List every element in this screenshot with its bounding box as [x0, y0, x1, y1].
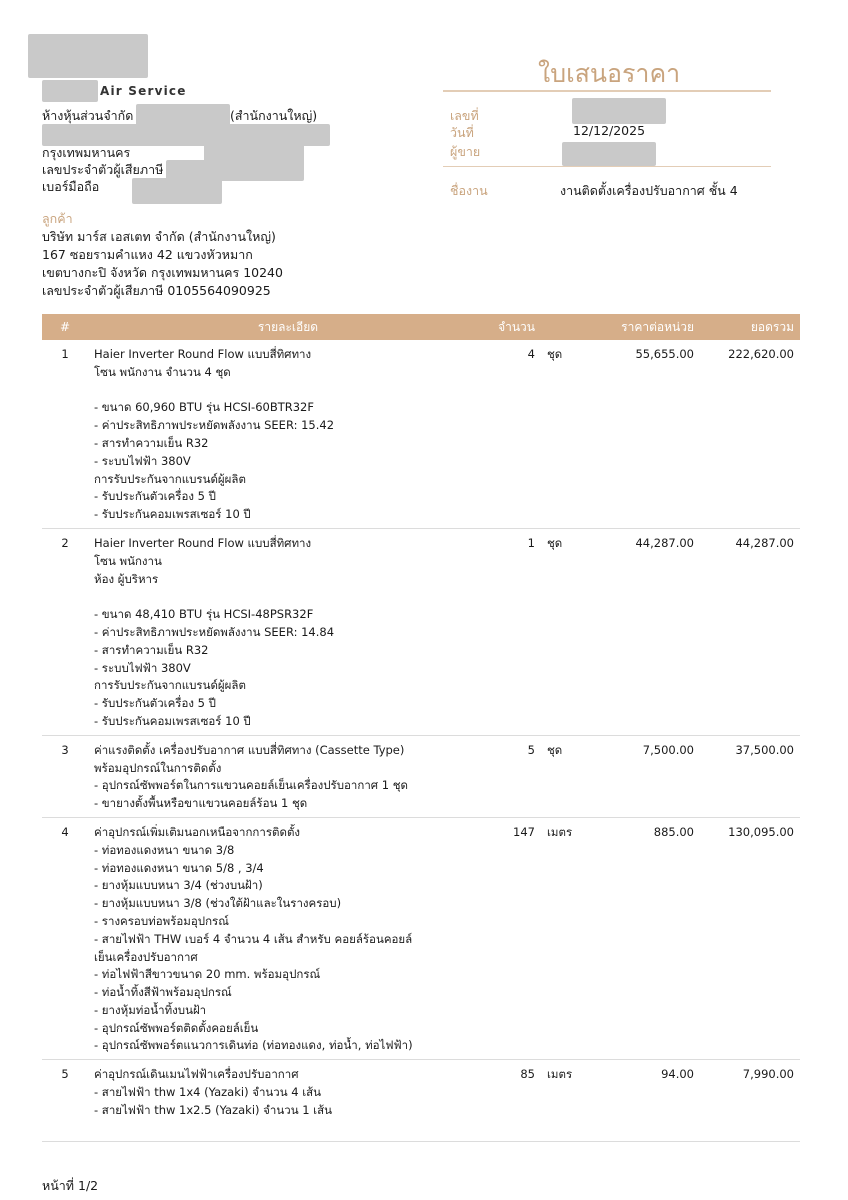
- redacted-brand-prefix: [42, 80, 98, 102]
- doc-date-label: วันที่: [450, 125, 474, 140]
- description-line: - ยางหุ้มท่อน้ำทิ้งบนฝ้า: [94, 1002, 207, 1017]
- items-table: [42, 314, 800, 1142]
- description-line: - อุปกรณ์ซัพพอร์ตแนวการเดินท่อ (ท่อทองแดง, ท่อน้ำ, ท่อไฟฟ้า): [94, 1038, 413, 1053]
- description-line: ค่าอุปกรณ์เพิ่มเติมนอกเหนือจากการติดตั้ง: [94, 824, 301, 839]
- description-line: การรับประกันจากแบรนด์ผู้ผลิต: [94, 471, 246, 486]
- row-description: [88, 340, 488, 528]
- col-header-unit: [541, 314, 599, 340]
- row-unit-price: 55,655.00: [599, 340, 700, 528]
- description-line: - รับประกันคอมเพรสเซอร์ 10 ปี: [94, 507, 251, 522]
- title-divider: [443, 90, 771, 92]
- description-line: - ยางหุ้มแบบหนา 3/4 (ช่วงบนฝ้า): [94, 878, 263, 893]
- row-unit: เมตร: [541, 1060, 599, 1142]
- description-line: - ท่อไฟฟ้าสีขาวขนาด 20 mm. พร้อมอุปกรณ์: [94, 967, 321, 982]
- table-row: [42, 817, 800, 1059]
- col-header-unit-price: ราคาต่อหน่วย: [599, 314, 700, 340]
- redacted-company-name: [136, 104, 230, 126]
- company-tax-label: เลขประจำตัวผู้เสียภาษี: [42, 162, 164, 177]
- description-line: [94, 1120, 482, 1138]
- project-value: งานติดตั้งเครื่องปรับอากาศ ชั้น 4: [560, 183, 738, 198]
- description-line: - อุปกรณ์ซัพพอร์ตในการแขวนคอยล์เย็นเครื่องปรับอากาศ 1 ชุด: [94, 778, 409, 793]
- doc-number-label: เลขที่: [450, 108, 479, 123]
- description-line: [94, 588, 482, 606]
- company-name-line: [42, 107, 318, 125]
- row-quantity: 85: [488, 1060, 541, 1142]
- col-header-total: ยอดรวม: [700, 314, 800, 340]
- customer-line: 167 ซอยรามคำแหง 42 แขวงหัวหมาก: [42, 247, 253, 262]
- company-name-prefix: ห้างหุ้นส่วนจำกัด: [42, 108, 134, 123]
- row-unit-price: 94.00: [599, 1060, 700, 1142]
- redacted-logo: [28, 34, 148, 78]
- table-header-row: [42, 314, 800, 340]
- customer-line: เขตบางกะปิ จังหวัด กรุงเทพมหานคร 10240: [42, 265, 283, 280]
- description-line: - สายไฟฟ้า thw 1x2.5 (Yazaki) จำนวน 1 เส้น: [94, 1102, 332, 1117]
- row-total: 44,287.00: [700, 528, 800, 735]
- row-unit: ชุด: [541, 735, 599, 817]
- document-title: ใบเสนอราคา: [538, 59, 681, 88]
- description-line: - รับประกันตัวเครื่อง 5 ปี: [94, 696, 216, 711]
- customer-line: เลขประจำตัวผู้เสียภาษี 0105564090925: [42, 283, 271, 298]
- col-header-index: #: [42, 314, 88, 340]
- description-line: - ค่าประสิทธิภาพประหยัดพลังงาน SEER: 15.42: [94, 418, 335, 433]
- description-line: - รับประกันตัวเครื่อง 5 ปี: [94, 489, 216, 504]
- row-total: 37,500.00: [700, 735, 800, 817]
- description-line: - รางครอบท่อพร้อมอุปกรณ์: [94, 913, 229, 928]
- description-line: - ขายางตั้งพื้นหรือขาแขวนคอยล์ร้อน 1 ชุด: [94, 796, 308, 811]
- project-label: ชื่องาน: [450, 183, 488, 198]
- row-description: [88, 528, 488, 735]
- customer-line: บริษัท มาร์ส เอสเตท จำกัด (สำนักงานใหญ่): [42, 229, 276, 244]
- row-total: 130,095.00: [700, 817, 800, 1059]
- row-quantity: 5: [488, 735, 541, 817]
- description-line: - ขนาด 60,960 BTU รุ่น HCSI-60BTR32F: [94, 400, 314, 415]
- doc-seller-label: ผู้ขาย: [450, 144, 481, 159]
- page-number: หน้าที่ 1/2: [42, 1178, 99, 1193]
- row-quantity: 4: [488, 340, 541, 528]
- description-line: - ท่อทองแดงหนา ขนาด 5/8 , 3/4: [94, 860, 264, 875]
- description-line: - ท่อทองแดงหนา ขนาด 3/8: [94, 842, 235, 857]
- col-header-quantity: จำนวน: [488, 314, 541, 340]
- description-line: Haier Inverter Round Flow แบบสี่ทิศทาง: [94, 535, 312, 550]
- row-total: 222,620.00: [700, 340, 800, 528]
- row-quantity: 1: [488, 528, 541, 735]
- description-line: - อุปกรณ์ซัพพอร์ตติดตั้งคอยล์เย็น: [94, 1020, 259, 1035]
- description-line: ค่าแรงติดตั้ง เครื่องปรับอากาศ แบบสี่ทิศทาง (Cassette Type): [94, 742, 405, 757]
- description-line: โซน พนักงาน จำนวน 4 ชุด: [94, 364, 231, 379]
- description-line: ห้อง ผู้บริหาร: [94, 571, 159, 586]
- row-description: [88, 817, 488, 1059]
- company-name-suffix: (สำนักงานใหญ่): [230, 108, 318, 123]
- row-unit-price: 885.00: [599, 817, 700, 1059]
- description-line: Haier Inverter Round Flow แบบสี่ทิศทาง: [94, 347, 312, 361]
- row-total: 7,990.00: [700, 1060, 800, 1142]
- row-description: [88, 1060, 488, 1142]
- redacted-phone: [132, 178, 222, 204]
- description-line: - ระบบไฟฟ้า 380V: [94, 453, 191, 468]
- row-index: 3: [42, 735, 88, 817]
- description-line: พร้อมอุปกรณ์ในการติดตั้ง: [94, 760, 222, 775]
- description-line: - ระบบไฟฟ้า 380V: [94, 660, 191, 675]
- row-unit-price: 7,500.00: [599, 735, 700, 817]
- row-index: 5: [42, 1060, 88, 1142]
- row-quantity: 147: [488, 817, 541, 1059]
- col-header-description: รายละเอียด: [88, 314, 488, 340]
- description-line: - สารทำความเย็น R32: [94, 642, 209, 657]
- row-unit: ชุด: [541, 340, 599, 528]
- description-line: เย็นเครื่องปรับอากาศ: [94, 949, 198, 964]
- company-city: กรุงเทพมหานคร: [42, 145, 131, 160]
- customer-label: ลูกค้า: [42, 211, 73, 226]
- table-row: [42, 1060, 800, 1142]
- table-row: [42, 735, 800, 817]
- redacted-doc-number: [572, 98, 666, 124]
- description-line: ค่าอุปกรณ์เดินเมนไฟฟ้าเครื่องปรับอากาศ: [94, 1067, 299, 1082]
- description-line: - สายไฟฟ้า THW เบอร์ 4 จำนวน 4 เส้น สำหรับ คอยล์ร้อนคอยล์: [94, 931, 413, 946]
- company-brand: Air Service: [100, 84, 187, 98]
- row-unit: เมตร: [541, 817, 599, 1059]
- redacted-seller: [562, 142, 656, 166]
- doc-date-value: 12/12/2025: [573, 123, 646, 138]
- row-index: 4: [42, 817, 88, 1059]
- row-description: [88, 735, 488, 817]
- meta-divider: [443, 166, 771, 167]
- row-index: 2: [42, 528, 88, 735]
- description-line: - สายไฟฟ้า thw 1x4 (Yazaki) จำนวน 4 เส้น: [94, 1085, 322, 1100]
- description-line: - ยางหุ้มแบบหนา 3/8 (ช่วงใต้ฝ้าและในรางครอบ): [94, 896, 342, 911]
- row-index: 1: [42, 340, 88, 528]
- description-line: การรับประกันจากแบรนด์ผู้ผลิต: [94, 678, 246, 693]
- table-row: [42, 340, 800, 528]
- description-line: - ค่าประสิทธิภาพประหยัดพลังงาน SEER: 14.84: [94, 624, 335, 639]
- description-line: - สารทำความเย็น R32: [94, 435, 209, 450]
- description-line: [94, 382, 482, 400]
- description-line: - ท่อน้ำทิ้งสีฟ้าพร้อมอุปกรณ์: [94, 985, 232, 1000]
- row-unit: ชุด: [541, 528, 599, 735]
- table-row: [42, 528, 800, 735]
- description-line: - รับประกันคอมเพรสเซอร์ 10 ปี: [94, 713, 251, 728]
- description-line: โซน พนักงาน: [94, 553, 162, 568]
- company-phone-label: เบอร์มือถือ: [42, 179, 100, 194]
- description-line: - ขนาด 48,410 BTU รุ่น HCSI-48PSR32F: [94, 607, 314, 622]
- row-unit-price: 44,287.00: [599, 528, 700, 735]
